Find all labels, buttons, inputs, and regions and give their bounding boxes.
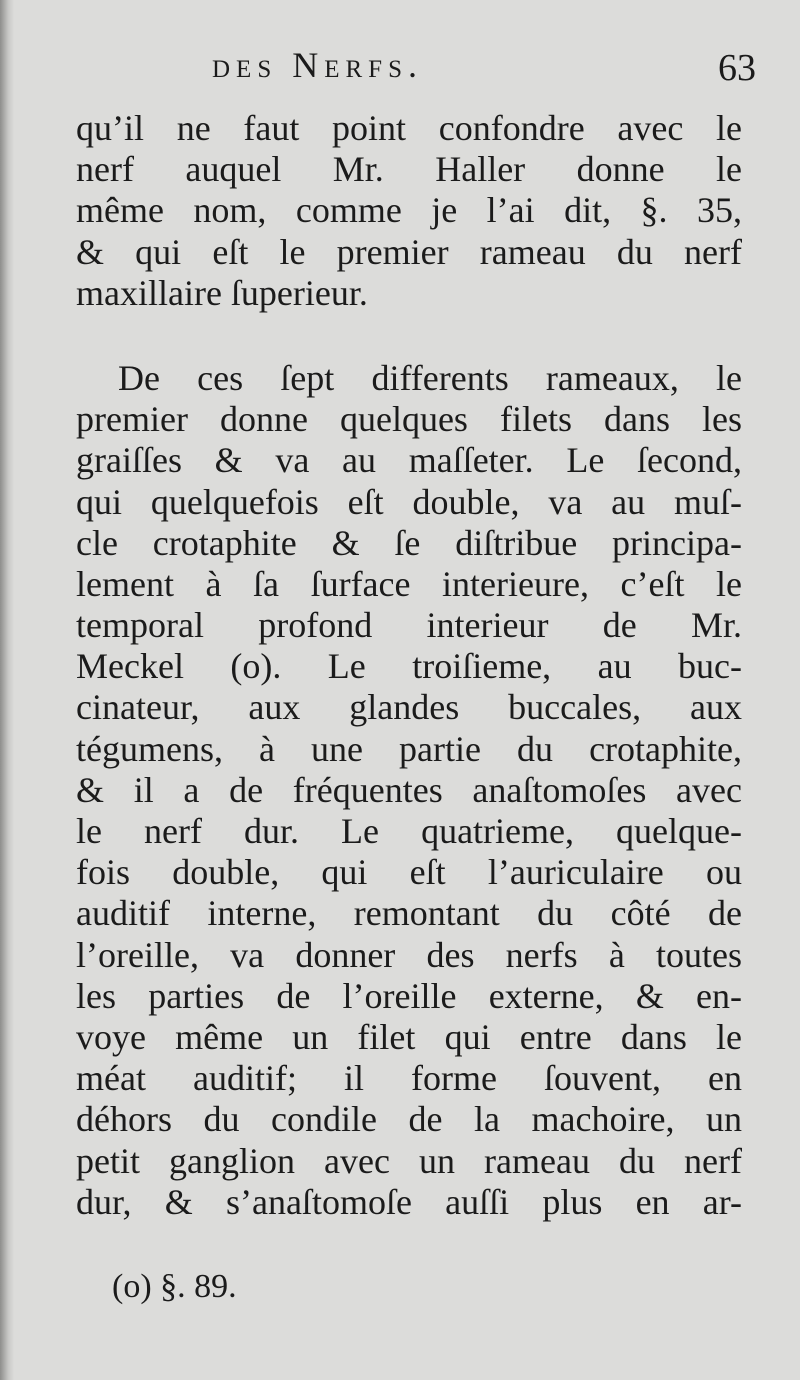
paragraph-2 — [76, 358, 742, 1223]
text-line: maxillaire ſuperieur. — [76, 272, 368, 313]
text-line: tégumens, à une partie du crotaphite, — [76, 728, 742, 769]
text-line: le nerf dur. Le quatrieme, quelque- — [76, 811, 742, 851]
paragraph-gap — [76, 314, 742, 358]
paragraph-1 — [76, 108, 742, 314]
text-line: nerf auquel Mr. Haller donne le — [76, 149, 742, 190]
text-line: De ces ſept differents rameaux, le — [118, 357, 742, 398]
text-line: cinateur, aux glandes buccales, aux — [76, 687, 742, 728]
text-line: déhors du condile de la machoire, un — [76, 1099, 742, 1140]
footnote: (o) §. 89. — [112, 1268, 237, 1305]
running-title: des Nerfs. — [212, 45, 423, 85]
text-line: l’oreille, va donner des nerfs à toutes — [76, 934, 742, 975]
page-number: 63 — [718, 47, 756, 89]
text-line: petit ganglion avec un rameau du nerf — [76, 1140, 742, 1181]
text-line: Meckel (o). Le troiſieme, au buc- — [76, 646, 742, 687]
text-line: & qui eſt le premier rameau du nerf — [76, 231, 742, 272]
text-line: dur, & s’anaſtomoſe auſſi plus en ar- — [76, 1181, 742, 1222]
text-line: voye même un filet qui entre dans le — [76, 1016, 742, 1057]
text-line: méat auditif; il forme ſouvent, en — [76, 1058, 742, 1099]
text-line: auditif interne, remontant du côté de — [76, 893, 742, 934]
page-binding-shadow — [0, 0, 14, 1380]
text-line: lement à ſa ſurface interieure, c’eſt le — [76, 563, 742, 604]
text-line: temporal profond interieur de Mr. — [76, 605, 742, 646]
text-line: qui quelquefois eſt double, va au muſ- — [76, 481, 742, 522]
text-line: & il a de fréquentes anaſtomoſes avec — [76, 769, 742, 810]
text-line: premier donne quelques filets dans les — [76, 399, 742, 440]
text-line: graiſſes & va au maſſeter. Le ſecond, — [76, 440, 742, 481]
text-line: les parties de l’oreille externe, & en- — [76, 975, 742, 1016]
text-line: cle crotaphite & ſe diſtribue principa- — [76, 522, 742, 563]
text-line: même nom, comme je l’ai dit, §. 35, — [76, 190, 742, 231]
page-header — [76, 44, 756, 94]
text-line: qu’il ne faut point confondre avec le — [76, 108, 742, 148]
body-text — [76, 108, 742, 1223]
text-line: fois double, qui eſt l’auriculaire ou — [76, 852, 742, 893]
